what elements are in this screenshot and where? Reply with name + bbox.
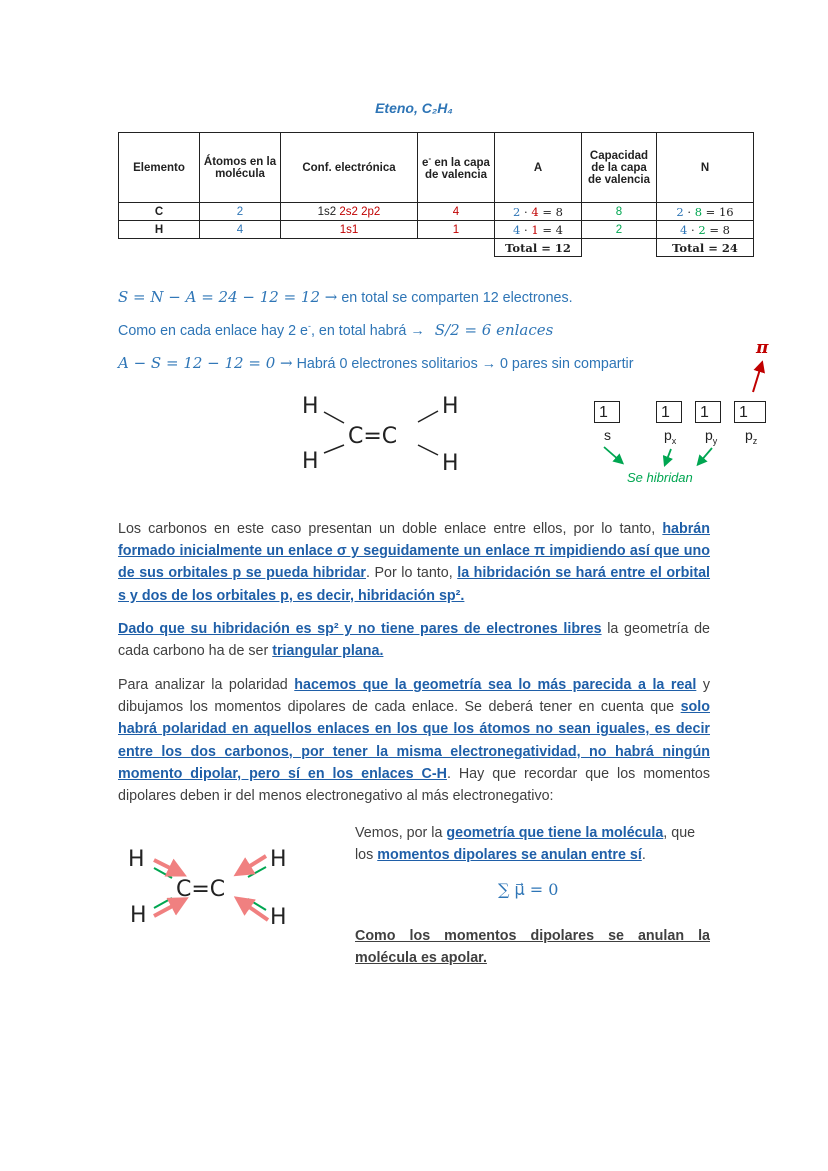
h-atom: H [442, 394, 459, 419]
pi-arrow [753, 366, 761, 392]
shared-electrons-line: S = N − A = 24 − 12 = 12 → en total se comparten 12 electrones. [118, 288, 573, 306]
hybrid-arrow [700, 448, 712, 462]
h-atom: H [270, 847, 287, 872]
h-atom: H [130, 903, 147, 928]
th-config: Conf. electrónica [281, 133, 418, 203]
orbital-label: $p_y$ [705, 427, 718, 446]
orbital-box-s: 1 [594, 401, 620, 423]
conclusion-text: Vemos, por la geometría que tiene la molécula, que los momentos dipolares se anulan entre sí. [355, 825, 696, 864]
h-atom: H [302, 449, 319, 474]
th-element: Elemento [119, 133, 200, 203]
h-atom: H [128, 847, 145, 872]
th-capacity: Capacidad de la capa de valencia [582, 133, 657, 203]
paragraph-polarity: Para analizar la polaridad hacemos que la geometría sea lo más parecida a la real y dibujamos los momentos dipolares de cada enlace. Se deberá tener en cuenta que solo habrá polaridad en aquellos enlaces en los que los átomos no sean iguales, es decir entre los dos carbonos, por tener la misma electronegatividad, no habrá ningún momento dipolar, pero sí en los enlaces C-H. Hay que recordar que los momentos dipolares deben ir del menos electronegativo al más electronegativo: [118, 677, 711, 805]
paragraph-geometry: Dado que su hibridación es sp² y no tiene pares de electrones libres la geometría de cada carbono ha de ser triangular plana. [118, 621, 710, 660]
th-n: N [657, 133, 754, 203]
hybrid-arrow [604, 447, 620, 461]
ethene-structure [290, 385, 480, 480]
table-row: H 4 1s1 1 4 · 1 = 4 2 4 · 2 = 8 [119, 221, 754, 239]
pi-label: π [756, 338, 769, 358]
lone-pairs-line: A − S = 12 − 12 = 0 → Habrá 0 electrones solitarios → 0 pares sin compartir [118, 354, 634, 372]
dipole-arrow [242, 902, 268, 920]
h-atom: H [302, 394, 319, 419]
h-atom: H [442, 451, 459, 476]
orbital-box-py: 1 [695, 401, 721, 423]
th-a: A [495, 133, 582, 203]
orbital-label: $p_z$ [745, 427, 758, 446]
page-title: Eteno, C₂H₄ [375, 100, 453, 116]
sum-formula: ∑ μ⃗ = 0 [498, 880, 559, 899]
orbital-box-pz: 1 [734, 401, 766, 423]
ethene-dipoles [118, 838, 308, 938]
orbital-label: $p_x$ [664, 427, 677, 446]
orbital-label: s [604, 427, 611, 443]
table-row: C 2 1s2 2s2 2p2 4 2 · 4 = 8 8 2 · 8 = 16 [119, 203, 754, 221]
th-valence: e- en la capa de valencia [418, 133, 495, 203]
paragraph-hybridization: Los carbonos en este caso presentan un doble enlace entre ellos, por lo tanto, habrán formado inicialmente un enlace σ y seguidamente un enlace π impidiendo así que uno de sus orbitales p se pueda hibridar. Por lo tanto, la hibridación se hará entre el orbital s y dos de los orbitales p, es decir, hibridación sp². [118, 521, 711, 604]
total-a: Total = 12 [495, 239, 582, 257]
cc-double-bond: C=C [348, 424, 398, 449]
dipole-arrow [154, 902, 180, 916]
cc-double-bond: C=C [176, 877, 226, 902]
total-n: Total = 24 [657, 239, 754, 257]
orbital-arrows [590, 355, 780, 470]
hybrid-arrow [666, 449, 671, 462]
orbital-box-px: 1 [656, 401, 682, 423]
bonds-line: Como en cada enlace hay 2 e-, en total habrá → S/2 = 6 enlaces [118, 321, 554, 339]
h-atom: H [270, 905, 287, 930]
electron-table [118, 132, 754, 257]
final-conclusion: Como los momentos dipolares se anulan la molécula es apolar. [355, 928, 710, 967]
hybrid-label: Se hibridan [627, 470, 693, 485]
th-atoms: Átomos en la molécula [200, 133, 281, 203]
